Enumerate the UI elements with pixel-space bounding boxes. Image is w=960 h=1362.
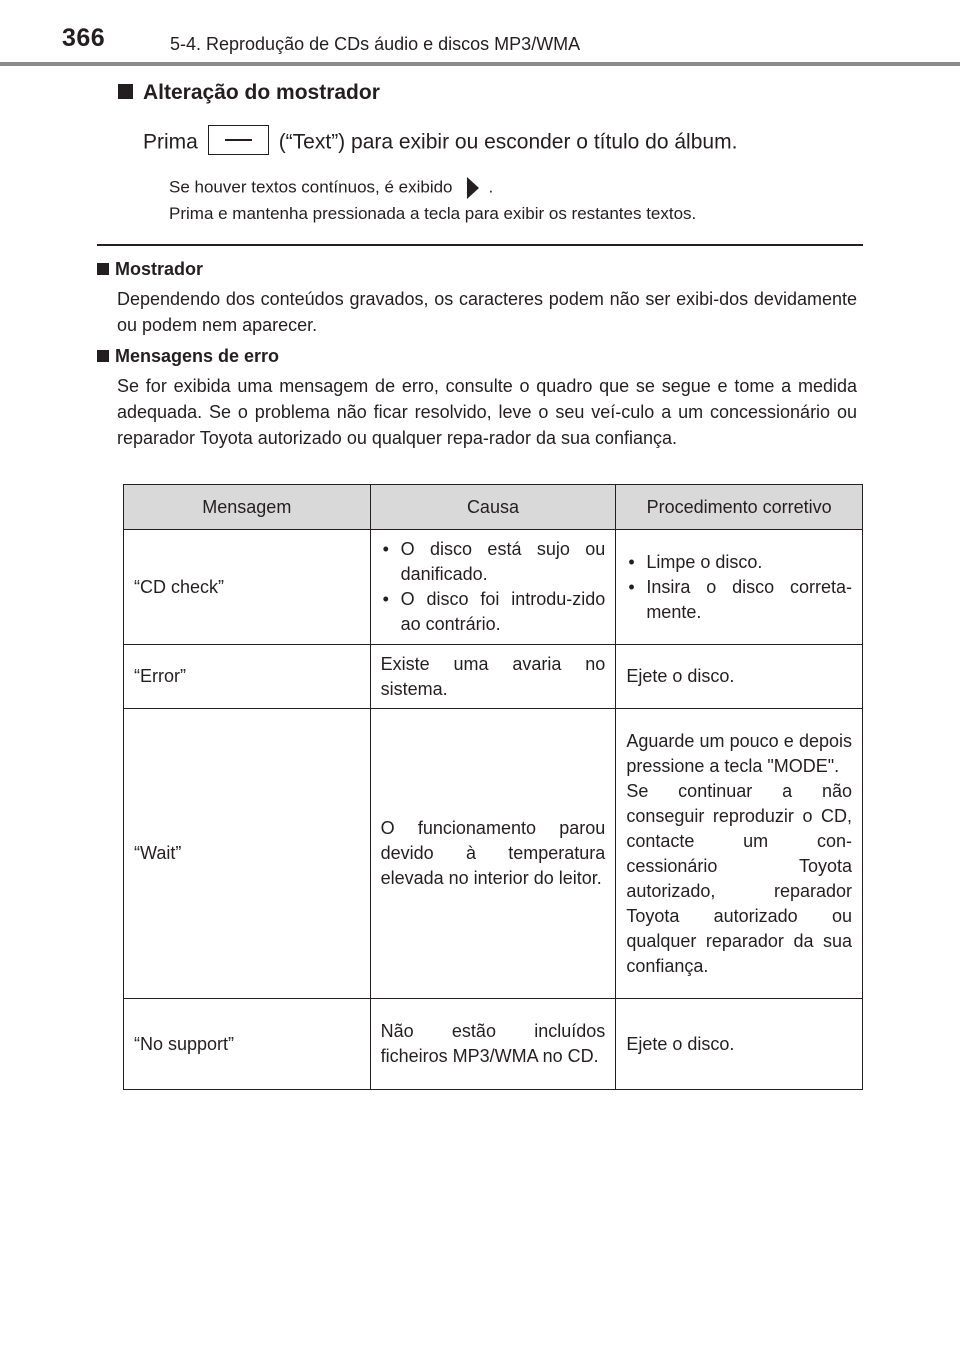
table-row — [124, 999, 863, 1090]
table-header-row — [124, 485, 863, 530]
cause-cell — [370, 530, 616, 645]
error-section-title: Mensagens de erro — [97, 346, 279, 367]
list-item: • Insira o disco correta-mente. — [626, 575, 852, 625]
display-change-heading: Alteração do mostrador — [118, 81, 380, 105]
page-header — [0, 0, 960, 64]
cause-cell: Existe uma avaria no sistema. — [370, 645, 616, 709]
column-header: Procedimento corretivo — [616, 485, 863, 530]
procedure-cell: Ejete o disco. — [616, 645, 863, 709]
display-section-title: Mostrador — [97, 259, 203, 280]
header-divider — [0, 62, 960, 66]
column-header: Mensagem — [124, 485, 371, 530]
square-bullet-icon — [97, 263, 109, 275]
list-item: • O disco está sujo ou danificado. — [381, 537, 606, 587]
cause-cell: Não estão incluídos ficheiros MP3/WMA no CD. — [370, 999, 616, 1090]
section-title: 5-4. Reprodução de CDs áudio e discos MP3/WMA — [170, 34, 581, 54]
list-item: • O disco foi introdu-zido ao contrário. — [381, 587, 606, 637]
text-key-instruction: Prima (“Text”) para exibir ou esconder o título do álbum. — [143, 128, 737, 158]
section-divider — [97, 244, 863, 246]
text-key-icon — [208, 125, 269, 155]
table-row — [124, 530, 863, 645]
table-row — [124, 709, 863, 999]
procedure-cell: Aguarde um pouco e depois pressione a tecla "MODE". Se continuar a não conseguir reproduzir o CD, contacte um con-cessionário Toyota autorizado, reparador Toyota autorizado ou qualquer reparador da sua confiança. — [616, 709, 863, 999]
square-bullet-icon — [97, 350, 109, 362]
hold-key-note: Prima e mantenha pressionada a tecla para exibir os restantes textos. — [169, 204, 697, 223]
square-bullet-icon — [118, 84, 133, 99]
column-header: Causa — [370, 485, 616, 530]
message-cell: “CD check” — [124, 530, 371, 645]
display-section-body: Dependendo dos conteúdos gravados, os caracteres podem não ser exibi-dos devidamente ou podem nem aparecer. — [117, 289, 857, 335]
page-number: 366 — [62, 24, 106, 52]
continuous-text-note: Se houver textos contínuos, é exibido . — [169, 177, 493, 199]
play-arrow-icon — [467, 177, 479, 199]
error-section-body: Se for exibida uma mensagem de erro, consulte o quadro que se segue e tome a medida adequada. Se o problema não ficar resolvido, leve o seu veí-culo a um concessionário ou reparador Toyota autorizado ou qualquer repa-rador da sua confiança. — [117, 376, 857, 448]
procedure-cell — [616, 530, 863, 645]
list-item: • Limpe o disco. — [626, 550, 852, 575]
error-messages-table — [123, 484, 863, 1090]
message-cell: “No support” — [124, 999, 371, 1090]
procedure-cell: Ejete o disco. — [616, 999, 863, 1090]
table-row — [124, 645, 863, 709]
cause-cell: O funcionamento parou devido à temperatura elevada no interior do leitor. — [370, 709, 616, 999]
message-cell: “Wait” — [124, 709, 371, 999]
message-cell: “Error” — [124, 645, 371, 709]
